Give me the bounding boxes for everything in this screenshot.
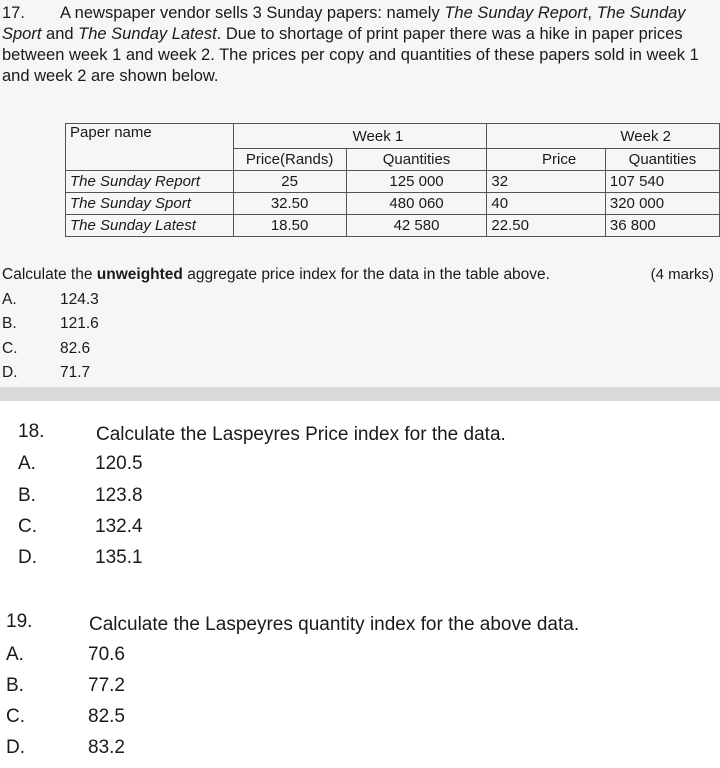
question-19-heading xyxy=(0,611,720,635)
row-paper-name: The Sunday Report xyxy=(66,171,234,193)
answer-option[interactable]: D. 135.1 xyxy=(18,547,143,568)
table-row xyxy=(66,171,720,193)
answer-option[interactable]: D. 83.2 xyxy=(6,737,125,758)
row-w2-price: 22.50 xyxy=(487,215,605,237)
answer-option[interactable]: B. 123.8 xyxy=(18,485,143,506)
price-quantity-table-wrap xyxy=(65,123,720,237)
header-w1-price: Price(Rands) xyxy=(233,149,346,171)
table-header-row xyxy=(66,124,720,149)
question-17-text: 17. A newspaper vendor sells 3 Sunday papers: namely The Sunday Report, The Sunday Sport and The Sunday Latest. Due to shortage of print paper there was a hike in paper prices between week 1 and week 2. The prices per copy and quantities of these papers sold in week 1 and week 2 are shown below. xyxy=(2,4,699,85)
row-w2-qty: 107 540 xyxy=(605,171,719,193)
table-row xyxy=(66,215,720,237)
marks-label: (4 marks) xyxy=(650,266,714,283)
answer-option[interactable]: C. 82.5 xyxy=(6,706,125,727)
header-w2-qty: Quantities xyxy=(605,149,719,171)
row-w1-qty: 42 580 xyxy=(346,215,487,237)
header-week-2: Week 2 xyxy=(487,124,720,149)
answer-option[interactable]: C. 132.4 xyxy=(18,516,143,537)
row-paper-name: The Sunday Sport xyxy=(66,193,234,215)
answer-option[interactable]: D. 71.7 xyxy=(2,364,91,381)
row-w1-price: 32.50 xyxy=(233,193,346,215)
row-w1-price: 25 xyxy=(233,171,346,193)
header-week-1: Week 1 xyxy=(233,124,487,149)
question-number: 17. xyxy=(2,4,25,22)
question-18-19-panel xyxy=(0,401,720,768)
row-w1-price: 18.50 xyxy=(233,215,346,237)
question-18-text: Calculate the Laspeyres Price index for the data. xyxy=(96,424,506,445)
row-w1-qty: 480 060 xyxy=(346,193,487,215)
row-w2-qty: 36 800 xyxy=(605,215,719,237)
question-number: 19. xyxy=(6,611,33,632)
header-paper-name: Paper name xyxy=(66,124,234,171)
header-w1-qty: Quantities xyxy=(346,149,487,171)
question-number: 18. xyxy=(18,421,45,442)
answer-option[interactable]: C. 82.6 xyxy=(2,340,91,357)
question-18-heading xyxy=(0,421,720,445)
answer-option[interactable]: A. 70.6 xyxy=(6,644,125,665)
question-19-text: Calculate the Laspeyres quantity index for the above data. xyxy=(89,614,580,635)
answer-option[interactable]: B. 77.2 xyxy=(6,675,125,696)
row-w2-price: 32 xyxy=(487,171,605,193)
table-row xyxy=(66,193,720,215)
row-w1-qty: 125 000 xyxy=(346,171,487,193)
header-w2-price: Price xyxy=(487,149,605,171)
price-quantity-table xyxy=(65,123,720,237)
answer-option[interactable]: B. 121.6 xyxy=(2,315,99,332)
row-w2-qty: 320 000 xyxy=(605,193,719,215)
answer-option[interactable]: A. 120.5 xyxy=(18,453,143,474)
answer-option[interactable]: A. 124.3 xyxy=(2,291,99,308)
row-w2-price: 40 xyxy=(487,193,605,215)
row-paper-name: The Sunday Latest xyxy=(66,215,234,237)
question-17-prompt: Calculate the unweighted aggregate price index for the data in the table above. xyxy=(2,266,550,283)
